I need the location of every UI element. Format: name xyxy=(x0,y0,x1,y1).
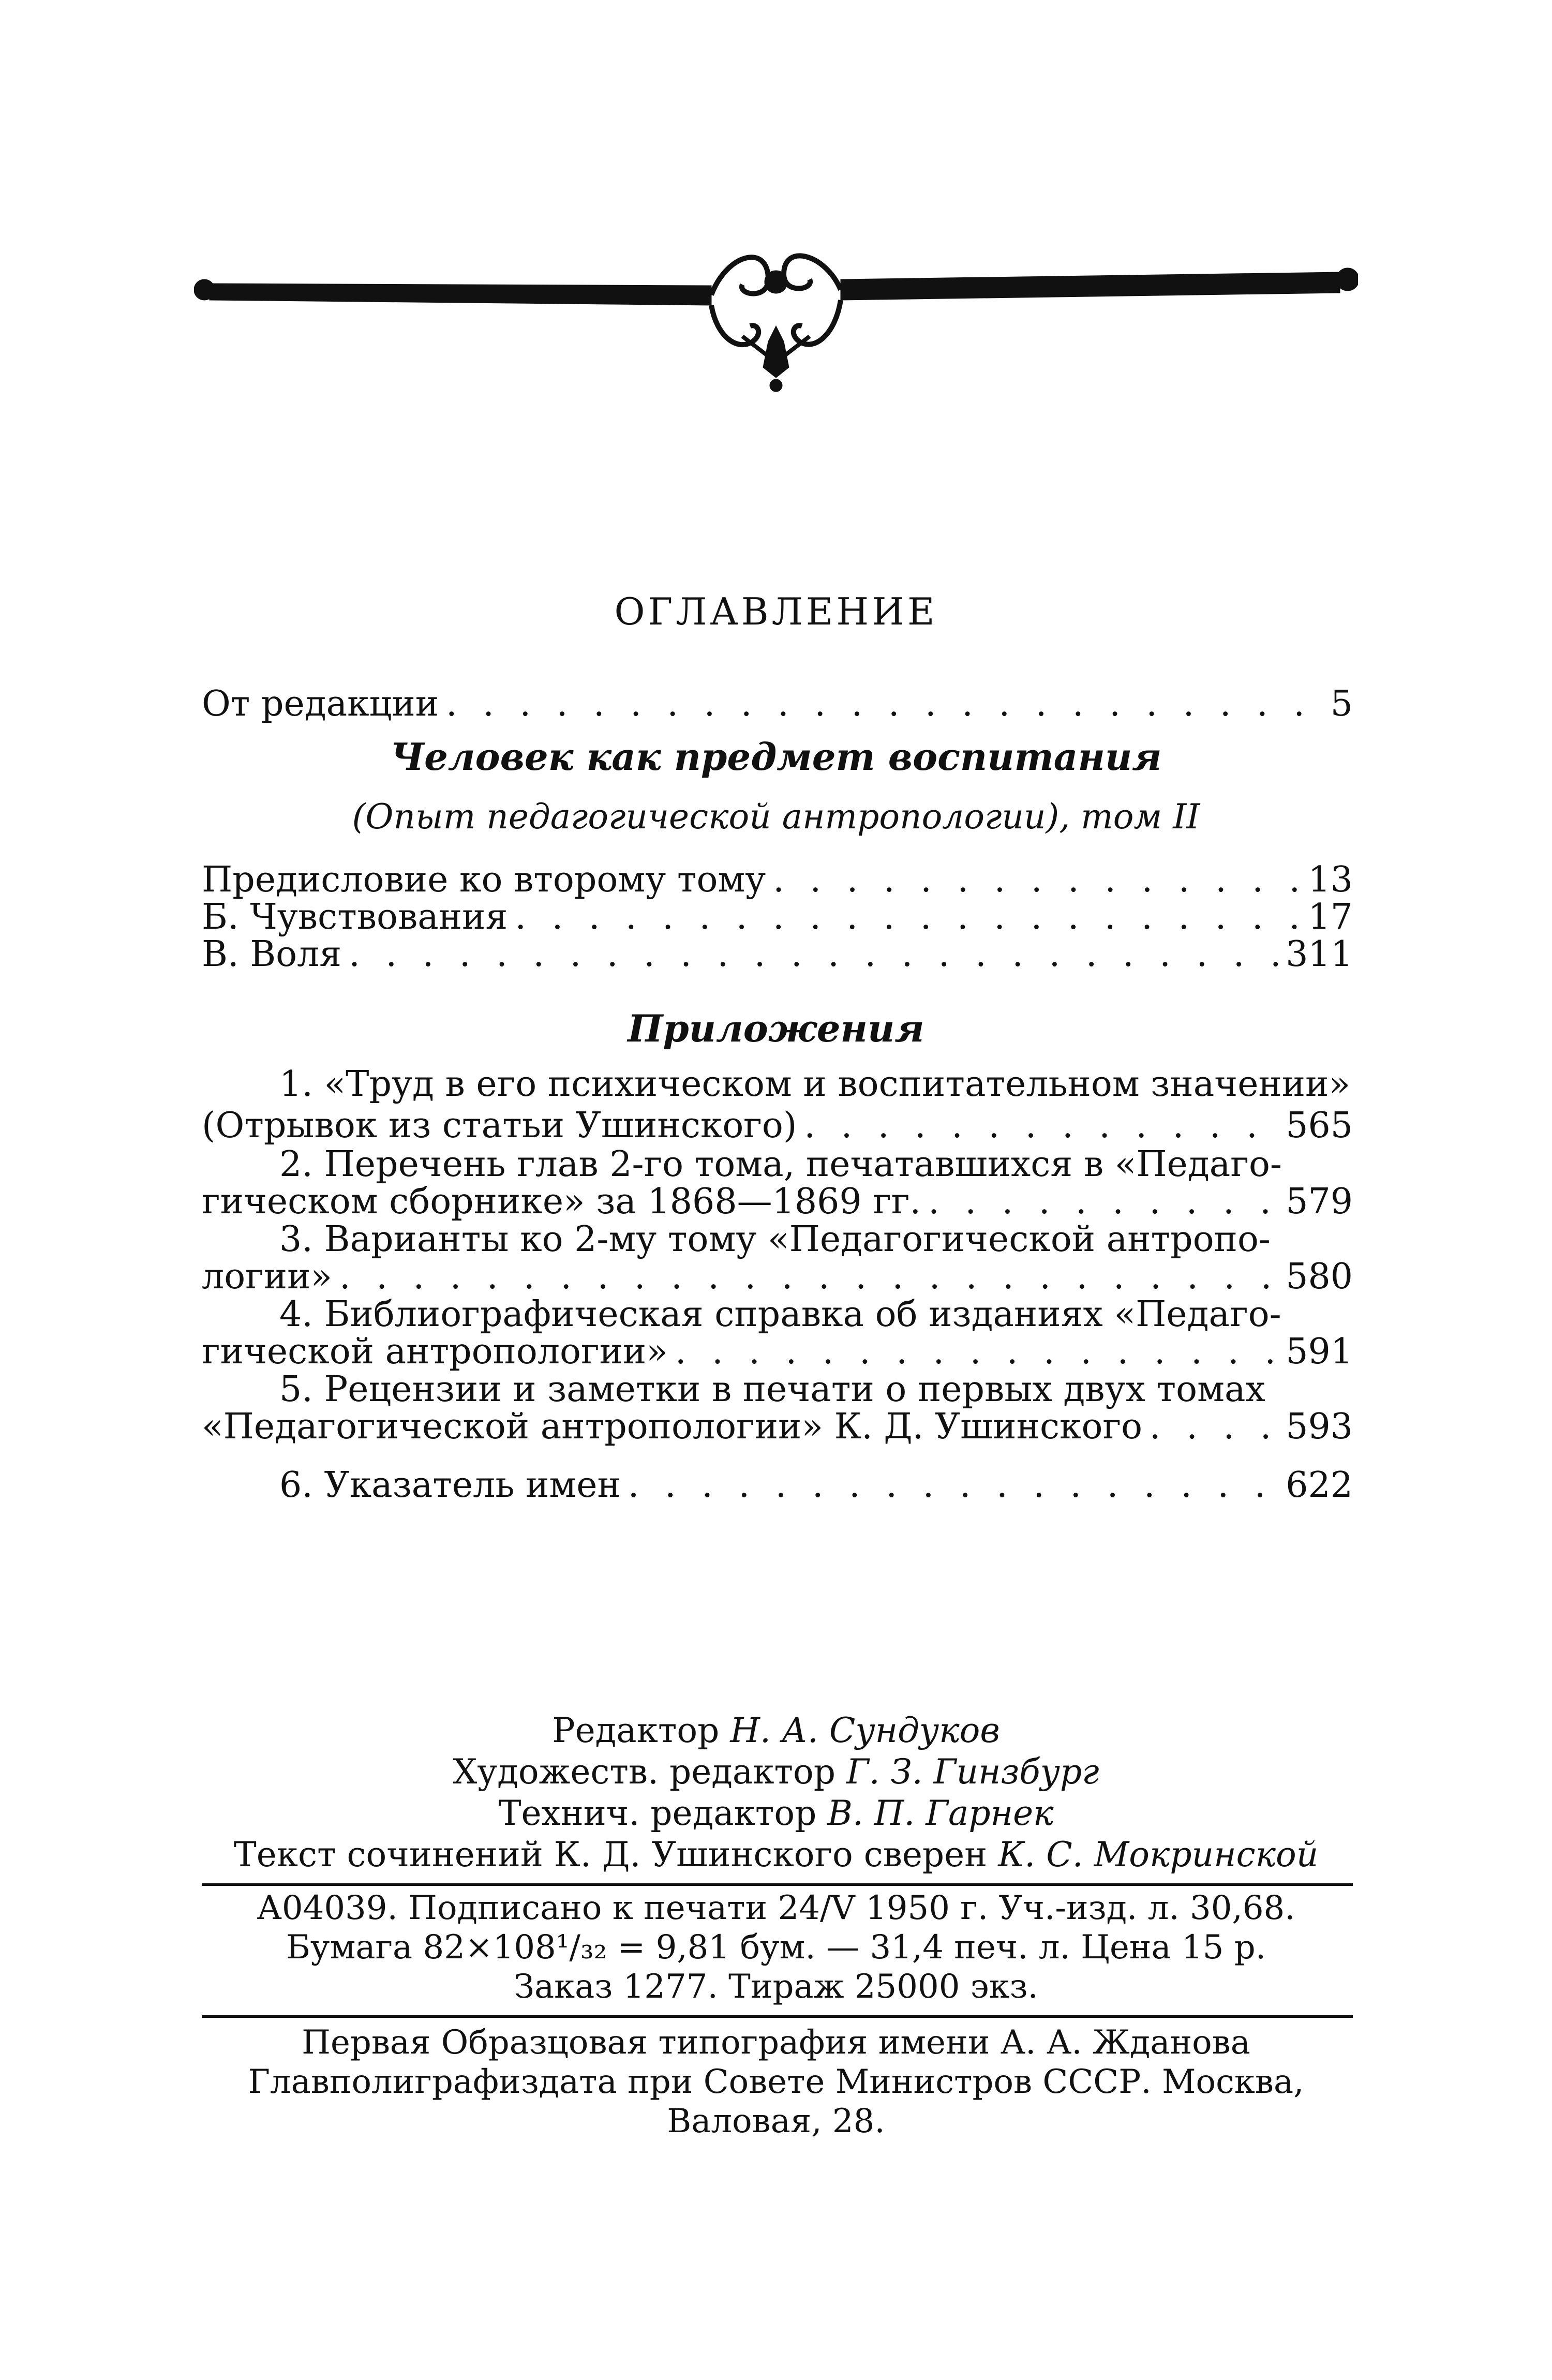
credit-role: Текст сочинений К. Д. Ушинского сверен xyxy=(233,1835,988,1875)
appendix-item xyxy=(202,1107,1353,1144)
toc-entry-page: 580 xyxy=(1286,1256,1353,1297)
printer-line: Главполиграфиздата при Совете Министров СССР. Москва, xyxy=(248,2063,1304,2101)
toc-entry-label: «Педагогической антропологии» К. Д. Ушинского xyxy=(202,1406,1143,1447)
toc-entry-label: От редакции xyxy=(202,683,439,724)
decorative-ornament-icon xyxy=(194,222,1358,429)
toc-entry-page: 311 xyxy=(1286,934,1353,975)
toc-entry-label: В. Воля xyxy=(202,934,342,975)
toc-entry-label: 6. Указатель имен xyxy=(279,1465,621,1506)
credit-name: К. С. Мокринской xyxy=(998,1835,1319,1875)
divider xyxy=(202,2015,1353,2018)
appendix-item xyxy=(202,1183,1353,1221)
leader-dots xyxy=(1150,1408,1278,1446)
leader-dots xyxy=(349,936,1278,973)
toc-entry-page: 13 xyxy=(1308,859,1353,900)
divider xyxy=(202,1883,1353,1886)
publication-line: Бумага 82×108¹/₃₂ = 9,81 бум. — 31,4 печ. л. Цена 15 р. xyxy=(286,1928,1266,1967)
credit-role: Редактор xyxy=(552,1710,720,1750)
appendix-item xyxy=(202,1258,1353,1296)
leader-dots xyxy=(928,1183,1278,1221)
printer-line: Валовая, 28. xyxy=(667,2102,885,2140)
toc-entry xyxy=(202,861,1353,899)
leader-dots xyxy=(773,861,1301,899)
toc-entry-page: 565 xyxy=(1286,1105,1353,1146)
credit-line xyxy=(0,1834,1552,1876)
publication-line: А04039. Подписано к печати 24/V 1950 г. Уч.-изд. л. 30,68. xyxy=(257,1889,1295,1927)
publication-line: Заказ 1277. Тираж 25000 экз. xyxy=(514,1968,1038,2006)
toc-entry-intro xyxy=(202,683,1353,724)
publication-info xyxy=(0,1888,1552,2006)
leader-dots xyxy=(515,899,1301,936)
credit-line xyxy=(0,1793,1552,1834)
appendix-item-line: 5. Рецензии и заметки в печати о первых двух томах xyxy=(279,1369,1265,1410)
toc-entry-page: 579 xyxy=(1286,1181,1353,1222)
appendix-item-line: 4. Библиографическая справка об изданиях «Педаго- xyxy=(279,1294,1281,1335)
toc-entry-page: 593 xyxy=(1286,1406,1353,1447)
credit-role: Технич. редактор xyxy=(498,1793,817,1833)
credit-name: В. П. Гарнек xyxy=(827,1793,1054,1833)
volume-subheading: (Опыт педагогической антропологии), том II xyxy=(352,797,1200,837)
leader-dots xyxy=(628,1467,1278,1504)
toc-entry-label: логии» xyxy=(202,1256,333,1297)
credit-line xyxy=(0,1751,1552,1793)
toc-entry-label: Б. Чувствования xyxy=(202,897,508,938)
appendix-item xyxy=(202,1408,1353,1446)
credit-name: Г. З. Гинзбург xyxy=(846,1752,1099,1792)
credit-line xyxy=(0,1710,1552,1751)
toc-entry-page: 591 xyxy=(1286,1331,1353,1372)
leader-dots xyxy=(446,686,1323,723)
toc-entry-page: 622 xyxy=(1286,1465,1353,1506)
toc-entry-page: 17 xyxy=(1308,897,1353,938)
toc-entry xyxy=(202,899,1353,936)
appendix-index xyxy=(279,1467,1353,1504)
printer-line: Первая Образцовая типография имени А. А. Жданова xyxy=(302,2024,1250,2062)
printer-info xyxy=(0,2023,1552,2141)
toc-entry-label: гическом сборнике» за 1868—1869 гг. xyxy=(202,1181,921,1222)
toc-entry-page: 5 xyxy=(1330,683,1353,724)
toc-entry-label: гической антропологии» xyxy=(202,1331,668,1372)
appendix-item xyxy=(202,1333,1353,1371)
appendix-heading: Приложения xyxy=(628,1006,924,1050)
credit-role: Художеств. редактор xyxy=(453,1752,836,1792)
volume-heading: Человек как предмет воспитания xyxy=(390,735,1162,779)
appendix-item-line: 2. Перечень глав 2-го тома, печатавшихся в «Педаго- xyxy=(279,1144,1282,1185)
appendix-item-line: 3. Варианты ко 2-му тому «Педагогической антропо- xyxy=(279,1219,1271,1260)
toc-entry-label: Предисловие ко второму тому xyxy=(202,859,766,900)
leader-dots xyxy=(675,1333,1278,1371)
credits-block xyxy=(0,1710,1552,1876)
toc-entry xyxy=(202,936,1353,973)
leader-dots xyxy=(339,1258,1278,1296)
appendix-item-line: 1. «Труд в его психическом и воспитательном значении» xyxy=(279,1064,1351,1105)
page-title: ОГЛАВЛЕНИЕ xyxy=(614,590,938,633)
credit-name: Н. А. Сундуков xyxy=(730,1710,1000,1750)
leader-dots xyxy=(804,1107,1278,1144)
toc-entry-label: (Отрывок из статьи Ушинского) xyxy=(202,1105,797,1146)
